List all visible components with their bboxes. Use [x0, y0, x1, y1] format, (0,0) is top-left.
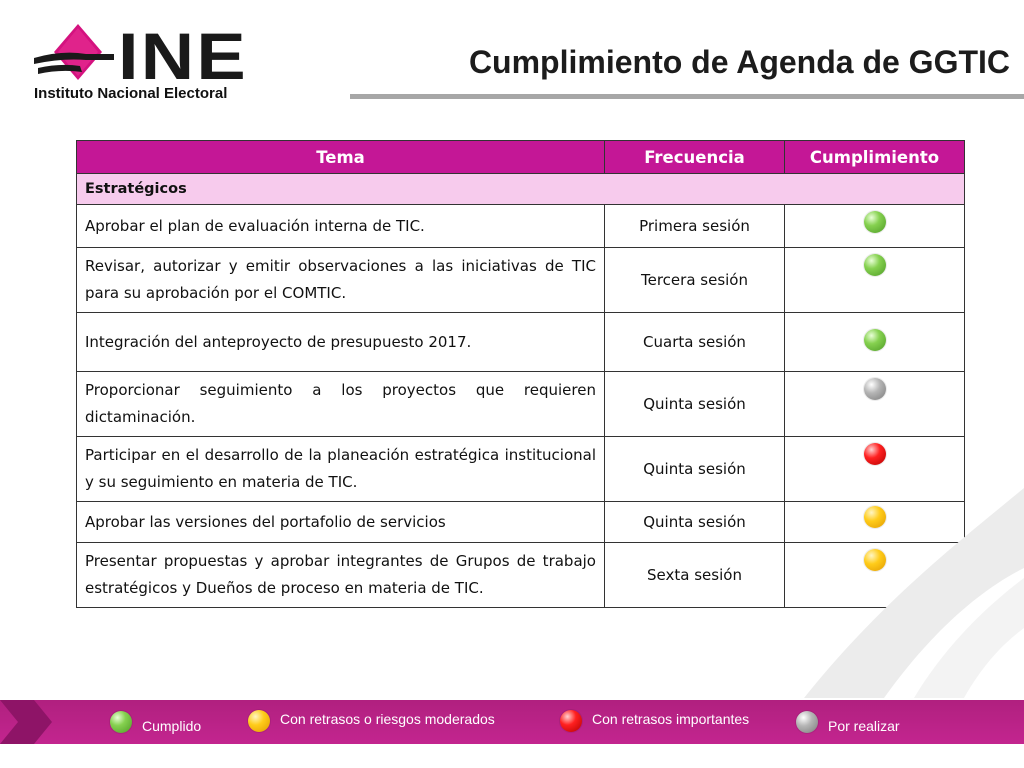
frequency-cell: Primera sesión: [605, 205, 785, 248]
topic-cell: Proporcionar seguimiento a los proyectos que requieren dictaminación.: [77, 372, 605, 437]
frequency-cell: Quinta sesión: [605, 502, 785, 543]
legend-label: Cumplido: [142, 718, 202, 734]
table-row: [77, 248, 965, 313]
section-label: Estratégicos: [77, 174, 965, 205]
frequency-cell: Tercera sesión: [605, 248, 785, 313]
green-status-icon: [864, 254, 886, 276]
legend-item-retrasos-moderados: [248, 710, 495, 732]
red-status-icon: [864, 443, 886, 465]
status-cell: [785, 372, 965, 437]
green-status-icon: [864, 211, 886, 233]
column-header-frecuencia: Frecuencia: [605, 141, 785, 174]
table-header-row: [77, 141, 965, 174]
logo-wordmark: INE: [118, 19, 248, 93]
decorative-swoosh: [764, 478, 1024, 698]
section-row: [77, 174, 965, 205]
frequency-cell: Quinta sesión: [605, 372, 785, 437]
topic-cell: Integración del anteproyecto de presupuesto 2017.: [77, 313, 605, 372]
legend-item-retrasos-importantes: [560, 710, 749, 732]
column-header-tema: Tema: [77, 141, 605, 174]
legend-label: Con retrasos o riesgos moderados: [280, 711, 495, 727]
ine-logo: [32, 19, 292, 106]
legend-item-por-realizar: [796, 710, 900, 734]
column-header-cumplimiento: Cumplimiento: [785, 141, 965, 174]
logo-subtitle: Instituto Nacional Electoral: [34, 85, 228, 102]
ine-diamond-icon: [32, 24, 118, 82]
red-status-icon: [560, 710, 582, 732]
legend-item-cumplido: [110, 710, 201, 734]
topic-cell: Participar en el desarrollo de la planeación estratégica institucional y su seguimiento en materia de TIC.: [77, 437, 605, 502]
frequency-cell: Cuarta sesión: [605, 313, 785, 372]
topic-cell: Revisar, autorizar y emitir observaciones a las iniciativas de TIC para su aprobación por el COMTIC.: [77, 248, 605, 313]
green-status-icon: [864, 329, 886, 351]
status-cell: [785, 313, 965, 372]
table-row: [77, 205, 965, 248]
topic-cell: Presentar propuestas y aprobar integrantes de Grupos de trabajo estratégicos y Dueños de proceso en materia de TIC.: [77, 543, 605, 608]
green-status-icon: [110, 711, 132, 733]
table-row: [77, 313, 965, 372]
page-title: Cumplimiento de Agenda de GGTIC: [468, 44, 1010, 80]
topic-cell: Aprobar el plan de evaluación interna de TIC.: [77, 205, 605, 248]
grey-status-icon: [796, 711, 818, 733]
title-divider: [350, 94, 1024, 99]
yellow-status-icon: [248, 710, 270, 732]
table-row: [77, 372, 965, 437]
topic-cell: Aprobar las versiones del portafolio de servicios: [77, 502, 605, 543]
grey-status-icon: [864, 378, 886, 400]
legend-label: Por realizar: [828, 718, 900, 734]
frequency-cell: Sexta sesión: [605, 543, 785, 608]
status-cell: [785, 248, 965, 313]
status-cell: [785, 205, 965, 248]
legend-label: Con retrasos importantes: [592, 711, 750, 727]
frequency-cell: Quinta sesión: [605, 437, 785, 502]
legend-arrow-icon: [0, 700, 54, 744]
